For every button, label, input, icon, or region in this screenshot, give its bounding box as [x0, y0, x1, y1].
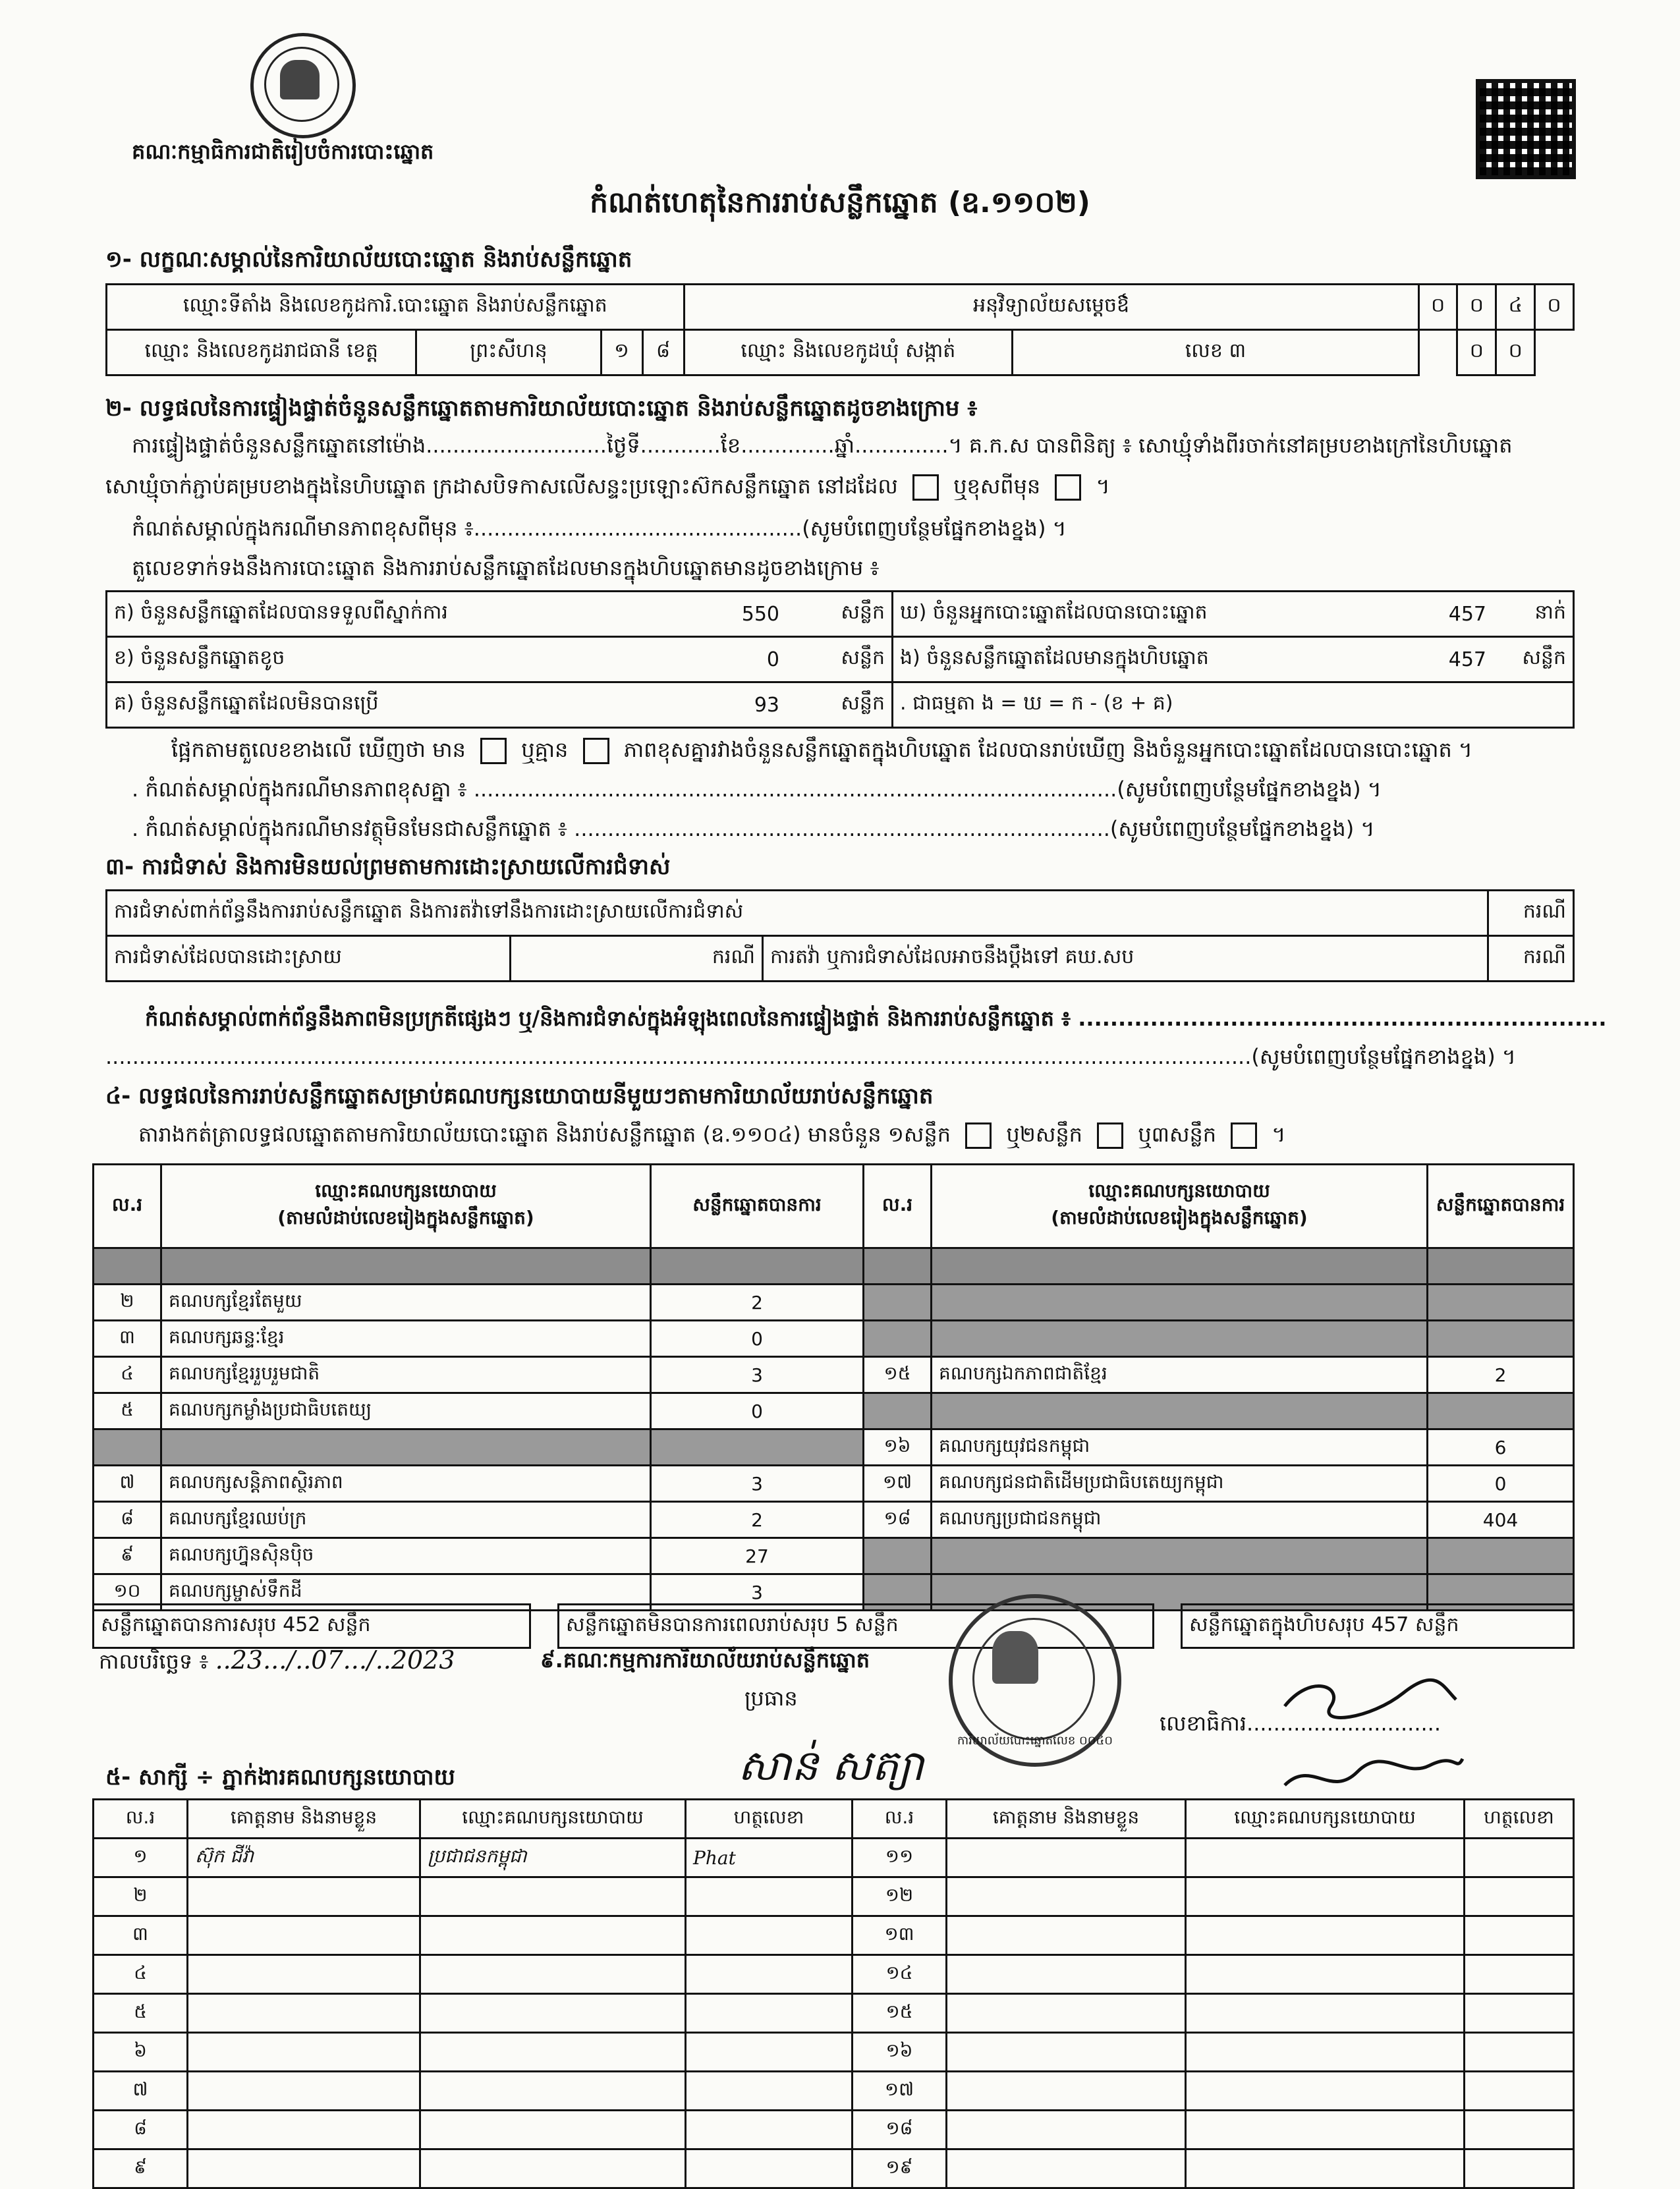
nec-emblem	[250, 33, 356, 138]
agent-row	[94, 1994, 1574, 2033]
agent-party[interactable]	[1186, 1916, 1465, 1955]
agents-col-signature: ហត្ថលេខា	[686, 1800, 853, 1839]
figure-label: ខ) ចំនួនសន្លឹកឆ្នោតខូច	[107, 637, 714, 682]
party-votes: 3	[651, 1357, 864, 1393]
party-votes: 3	[651, 1574, 864, 1611]
agent-name[interactable]	[188, 2111, 420, 2149]
agent-row	[94, 2033, 1574, 2072]
agent-number[interactable]: ១៤	[853, 1955, 947, 1994]
agent-row	[94, 2111, 1574, 2149]
agent-name[interactable]	[947, 1839, 1186, 1877]
agent-party[interactable]	[1186, 1839, 1465, 1877]
section4-heading: ៤- លទ្ធផលនៃការរាប់សន្លឹកឆ្នោតសម្រាប់គណបក្សនយោបាយនីមួយៗតាមការិយាល័យរាប់សន្លឹកឆ្នោត	[105, 1083, 934, 1109]
stamp-text: ការិយាល័យបោះឆ្នោតលេខ ០០៤០	[957, 1734, 1113, 1748]
party-votes: 0	[651, 1321, 864, 1357]
total-ballots-in-box: សន្លឹកឆ្នោតក្នុងហិបសរុប 457 សន្លឹក	[1182, 1605, 1574, 1648]
party-votes: 3	[651, 1466, 864, 1502]
agent-party[interactable]	[1186, 2111, 1465, 2149]
agent-name[interactable]	[947, 1994, 1186, 2033]
agent-name[interactable]	[188, 2072, 420, 2111]
agent-signature[interactable]	[686, 2149, 853, 2188]
agent-signature[interactable]	[1465, 2033, 1574, 2072]
figure-unit: សន្លឹក	[786, 637, 893, 682]
party-votes: 2	[651, 1285, 864, 1321]
party-number: ៤	[94, 1357, 161, 1393]
section2-heading: ២- លទ្ធផលនៃការផ្ទៀងផ្ទាត់ចំនួនសន្លឹកឆ្នោតតាមការិយាល័យបោះឆ្នោត និងរាប់សន្លឹកឆ្នោតដូចខាងក្រោម ៖	[105, 395, 978, 422]
party-name	[932, 1321, 1428, 1357]
agents-col-name: គោត្តនាម និងនាមខ្លួន	[188, 1800, 420, 1839]
party-results-table	[92, 1163, 1575, 1611]
agent-name[interactable]	[947, 1955, 1186, 1994]
agent-signature[interactable]	[686, 1877, 853, 1916]
party-number	[864, 1321, 932, 1357]
agent-number[interactable]: ២	[94, 1877, 188, 1916]
party-votes	[1428, 1248, 1574, 1285]
party-name: គណបក្សហ្វ៊ុនស៊ិនប៉ិច	[161, 1538, 651, 1574]
province-value: ព្រះសីហនុ	[416, 330, 601, 375]
agents-col-signature: ហត្ថលេខា	[1465, 1800, 1574, 1839]
party-result-row	[94, 1321, 1574, 1357]
party-number	[864, 1393, 932, 1429]
col-no-header: ល.រ	[94, 1165, 161, 1248]
party-result-row	[94, 1538, 1574, 1574]
party-name: គណបក្សម្ចាស់ទឹកដី	[161, 1574, 651, 1611]
secretary-signature	[1272, 1660, 1469, 1812]
commune-code-digit: ០	[1457, 330, 1496, 375]
party-result-row	[94, 1502, 1574, 1538]
date-label: កាលបរិច្ឆេទ ៖	[99, 1649, 209, 1674]
province-label: ឈ្មោះ និងលេខកូដរាជធានី ខេត្ត	[107, 330, 416, 375]
resolved-label: ការជំទាស់ដែលបានដោះស្រាយ	[107, 936, 511, 982]
agent-party[interactable]: ប្រជាជនកម្ពុជា	[420, 1839, 686, 1877]
party-votes: 27	[651, 1538, 864, 1574]
irregularity-note-continuation: ...........................................................................................................................................................................(សូមបំពេញបន្ថែមផ្នែកខាងខ្នង) ។	[105, 1044, 1516, 1069]
agent-name[interactable]	[947, 2111, 1186, 2149]
agent-name[interactable]	[188, 1877, 420, 1916]
agent-party[interactable]	[1186, 2149, 1465, 2188]
official-stamp	[949, 1594, 1121, 1767]
province-code-digit: ១	[601, 330, 642, 375]
party-result-row	[94, 1357, 1574, 1393]
discrepancy-no-checkbox[interactable]	[583, 738, 609, 764]
agents-table	[92, 1798, 1575, 2189]
agent-party[interactable]	[420, 1994, 686, 2033]
commune-code-digit: ០	[1496, 330, 1535, 375]
party-number: ១៥	[864, 1357, 932, 1393]
party-name: គណបក្សឆន្ទៈខ្មែរ	[161, 1321, 651, 1357]
discrepancy-no-label: ឬគ្មាន	[521, 737, 569, 762]
party-name: គណបក្សជនជាតិដើមប្រជាធិបតេយ្យកម្ពុជា	[932, 1466, 1428, 1502]
party-number: ៨	[94, 1502, 161, 1538]
party-number	[94, 1248, 161, 1285]
agent-name[interactable]	[188, 2033, 420, 2072]
agent-row	[94, 2149, 1574, 2188]
commune-label: ឈ្មោះ និងលេខកូដឃុំ សង្កាត់	[684, 330, 1013, 375]
agents-col-no: ល.រ	[94, 1800, 188, 1839]
figure-unit: នាក់	[1493, 592, 1574, 637]
party-votes: 0	[1428, 1466, 1574, 1502]
party-votes: 2	[1428, 1357, 1574, 1393]
agent-signature[interactable]	[1465, 1877, 1574, 1916]
resolved-unit: ករណី	[511, 936, 763, 982]
agent-number[interactable]: ១២	[853, 1877, 947, 1916]
discrepancy-line	[171, 736, 1472, 767]
agent-row	[94, 1877, 1574, 1916]
irregularity-note: កំណត់សម្គាល់ពាក់ព័ន្ធនឹងភាពមិនប្រក្រតីផ្សេងៗ ឬ/និងការជំទាស់ក្នុងអំឡុងពេលនៃការផ្ទៀងផ្ទាត់ និងការរាប់សន្លឹកឆ្នោត ៖ ..................................................................	[145, 1006, 1607, 1031]
foreign-object-remark: . កំណត់សម្គាល់ក្នុងករណីមានវត្ថុមិនមែនជាសន្លឹកឆ្នោត ៖ ................................................................................(សូមបំពេញបន្ថែមផ្នែកខាងខ្នង) ។	[132, 816, 1375, 841]
agent-signature[interactable]	[1465, 2149, 1574, 2188]
agent-name[interactable]	[947, 2033, 1186, 2072]
three-sheets-label: ឬ៣សន្លឹក	[1138, 1122, 1217, 1147]
col-party-header: ឈ្មោះគណបក្សនយោបាយ (តាមលំដាប់លេខរៀងក្នុងសន្លឹកឆ្នោត)	[161, 1165, 651, 1248]
agent-name[interactable]	[947, 1916, 1186, 1955]
agent-row	[94, 2072, 1574, 2111]
changed-checkbox[interactable]	[1055, 474, 1081, 501]
figure-value: 457	[1420, 637, 1493, 682]
party-number: ៥	[94, 1393, 161, 1429]
agent-number[interactable]: ១៣	[853, 1916, 947, 1955]
figure-label: ឃ) ចំនួនអ្នកបោះឆ្នោតដែលបានបោះឆ្នោត	[893, 592, 1421, 637]
section2-seal-line	[105, 473, 1110, 504]
period-mark: ។	[1096, 474, 1110, 499]
figure-label: ក) ចំនួនសន្លឹកឆ្នោតដែលបានទទួលពីស្នាក់ការ	[107, 592, 714, 637]
agent-signature[interactable]	[1465, 1916, 1574, 1955]
agent-number[interactable]: ៧	[94, 2072, 188, 2111]
agents-col-name: គោត្តនាម និងនាមខ្លួន	[947, 1800, 1186, 1839]
result-sheets-line	[138, 1121, 1286, 1152]
agent-number[interactable]: ៦	[94, 2033, 188, 2072]
party-name: គណបក្សយុវជនកម្ពុជា	[932, 1429, 1428, 1466]
party-name	[161, 1429, 651, 1466]
agent-name[interactable]	[188, 1955, 420, 1994]
secretary-label: លេខាធិការ.............................	[1160, 1711, 1442, 1736]
seal-text: សោឃ្មុំចាក់ភ្ជាប់គម្របខាងក្នុងនៃហិបឆ្នោត ក្រដាសបិទកាសលើសន្ទះប្រឡោះស៊កសន្លឹកឆ្នោត នៅដដែល	[105, 474, 898, 499]
agent-number[interactable]: ៩	[94, 2149, 188, 2188]
col-votes-header: សន្លឹកឆ្នោតបានការ	[1428, 1165, 1574, 1248]
party-number: ៩	[94, 1538, 161, 1574]
agents-col-no: ល.រ	[853, 1800, 947, 1839]
section5-heading: ៥- សាក្សី ÷ ភ្នាក់ងារគណបក្សនយោបាយ	[105, 1764, 455, 1790]
agent-signature[interactable]: Phat	[686, 1839, 853, 1877]
objections-table	[105, 889, 1575, 982]
location-code-digit: ០	[1535, 285, 1574, 330]
party-votes	[1428, 1321, 1574, 1357]
location-name-label: ឈ្មោះទីតាំង និងលេខកូដការិ.បោះឆ្នោត និងរាប់សន្លឹកឆ្នោត	[107, 285, 685, 330]
agent-number[interactable]: ១១	[853, 1839, 947, 1877]
section3-heading: ៣- ការជំទាស់ និងការមិនយល់ព្រមតាមការដោះស្រាយលើការជំទាស់	[105, 854, 671, 880]
agent-signature[interactable]	[686, 2111, 853, 2149]
objection-total-label: ការជំទាស់ពាក់ព័ន្ធនឹងការរាប់សន្លឹកឆ្នោត និងការតវ៉ាទៅនឹងការដោះស្រាយលើការជំទាស់	[107, 891, 1488, 936]
appeal-label: ការតវ៉ា ឬការជំទាស់ដែលអាចនឹងប្តឹងទៅ គឃ.សប	[763, 936, 1488, 982]
province-code-digit: ៨	[642, 330, 684, 375]
party-result-row	[94, 1285, 1574, 1321]
col-votes-header: សន្លឹកឆ្នោតបានការ	[651, 1165, 864, 1248]
agent-party[interactable]	[1186, 2072, 1465, 2111]
location-name-value: អនុវិទ្យាល័យសម្តេចឳ	[684, 285, 1418, 330]
party-votes	[1428, 1393, 1574, 1429]
party-result-row	[94, 1429, 1574, 1466]
qr-code	[1476, 79, 1576, 179]
agent-name[interactable]: ស៊ុក ជីវ៉ា	[188, 1839, 420, 1877]
party-result-row	[94, 1466, 1574, 1502]
figure-value: 457	[1420, 592, 1493, 637]
agent-number[interactable]: ១៧	[853, 2072, 947, 2111]
agent-party[interactable]	[420, 1916, 686, 1955]
agent-number[interactable]: ១៨	[853, 2111, 947, 2149]
party-number: ១៦	[864, 1429, 932, 1466]
party-name	[932, 1538, 1428, 1574]
agents-col-party: ឈ្មោះគណបក្សនយោបាយ	[1186, 1800, 1465, 1839]
col-party-header: ឈ្មោះគណបក្សនយោបាយ (តាមលំដាប់លេខរៀងក្នុងសន្លឹកឆ្នោត)	[932, 1165, 1428, 1248]
agent-number[interactable]: ១៩	[853, 2149, 947, 2188]
agent-signature[interactable]	[686, 1916, 853, 1955]
agent-number[interactable]: ៥	[94, 1994, 188, 2033]
agent-signature[interactable]	[1465, 2111, 1574, 2149]
party-number: ៧	[94, 1466, 161, 1502]
party-name: គណបក្សឯកភាពជាតិខ្មែរ	[932, 1357, 1428, 1393]
party-result-row	[94, 1248, 1574, 1285]
party-number: ១៨	[864, 1502, 932, 1538]
date-value: ..23.../..07.../..2023	[215, 1646, 455, 1675]
agent-party[interactable]	[1186, 1877, 1465, 1916]
result-sheets-text: តារាងកត់ត្រាលទ្ធផលឆ្នោតតាមការិយាល័យបោះឆ្នោត និងរាប់សន្លឹកឆ្នោត (ឧ.១១០៤) មានចំនួន ១សន្លឹក	[138, 1122, 951, 1147]
location-code-digit: ០	[1418, 285, 1457, 330]
party-number: ១៧	[864, 1466, 932, 1502]
party-name: គណបក្សសន្តិភាពស្ថិរភាព	[161, 1466, 651, 1502]
party-name: គណបក្សខ្មែរឈប់ក្រ	[161, 1502, 651, 1538]
agent-row	[94, 1916, 1574, 1955]
party-name: គណបក្សខ្មែរតែមួយ	[161, 1285, 651, 1321]
party-name	[932, 1393, 1428, 1429]
agent-signature[interactable]	[1465, 1994, 1574, 2033]
agent-signature[interactable]	[1465, 2072, 1574, 2111]
two-sheets-checkbox[interactable]	[1097, 1122, 1123, 1149]
party-votes	[1428, 1285, 1574, 1321]
agent-name[interactable]	[188, 2149, 420, 2188]
commune-value: លេខ ៣	[1013, 330, 1418, 375]
agent-party[interactable]	[420, 1955, 686, 1994]
party-name	[932, 1248, 1428, 1285]
party-number	[864, 1538, 932, 1574]
agent-row	[94, 1839, 1574, 1877]
party-name	[161, 1248, 651, 1285]
party-votes	[651, 1429, 864, 1466]
ballot-figures-table	[105, 590, 1575, 729]
party-name: គណបក្សកម្លាំងប្រជាធិបតេយ្យ	[161, 1393, 651, 1429]
agent-signature[interactable]	[1465, 1839, 1574, 1877]
location-table	[105, 283, 1575, 376]
party-votes: 2	[651, 1502, 864, 1538]
president-name-handwritten: សាន់ សត្យា	[738, 1742, 924, 1790]
agent-number[interactable]: ១៥	[853, 1994, 947, 2033]
discrepancy-text: ភាពខុសគ្នារវាងចំនួនសន្លឹកឆ្នោតក្នុងហិបឆ្នោត ដែលបានរាប់ឃើញ និងចំនួនអ្នកបោះឆ្នោតដែលបានបោះឆ្នោត ។	[623, 737, 1473, 762]
location-code-digit: ៤	[1496, 285, 1535, 330]
col-no-header: ល.រ	[864, 1165, 932, 1248]
vote-totals	[92, 1603, 1575, 1649]
agent-name[interactable]	[947, 2149, 1186, 2188]
figure-value: 0	[714, 637, 786, 682]
agent-signature[interactable]	[686, 1994, 853, 2033]
section2-remark-line: កំណត់សម្គាល់ក្នុងករណីមានភាពខុសពីមុន ៖.................................................(សូមបំពេញបន្ថែមផ្នែកខាងខ្នង) ។	[132, 516, 1067, 541]
three-sheets-checkbox[interactable]	[1231, 1122, 1257, 1149]
agent-row	[94, 1955, 1574, 1994]
party-name: គណបក្សខ្មែររួបរួមជាតិ	[161, 1357, 651, 1393]
agent-party[interactable]	[420, 1877, 686, 1916]
unchanged-checkbox[interactable]	[912, 474, 939, 501]
party-number: ៣	[94, 1321, 161, 1357]
party-number	[864, 1285, 932, 1321]
agent-party[interactable]	[420, 2033, 686, 2072]
section1-heading: ១- លក្ខណៈសម្គាល់នៃការិយាល័យបោះឆ្នោត និងរាប់សន្លឹកឆ្នោត	[105, 246, 632, 273]
agent-party[interactable]	[420, 2111, 686, 2149]
party-number	[94, 1429, 161, 1466]
figure-unit: សន្លឹក	[786, 682, 893, 728]
agent-signature[interactable]	[686, 2033, 853, 2072]
form-title: កំណត់ហេតុនៃការរាប់សន្លឹកឆ្នោត (ឧ.១១០២)	[590, 186, 1090, 219]
figure-label: គ) ចំនួនសន្លឹកឆ្នោតដែលមិនបានប្រើ	[107, 682, 714, 728]
date-line	[99, 1646, 455, 1679]
party-votes: 0	[651, 1393, 864, 1429]
appeal-unit: ករណី	[1488, 936, 1574, 982]
objection-total-unit: ករណី	[1488, 891, 1574, 936]
agent-signature[interactable]	[686, 1955, 853, 1994]
agent-name[interactable]	[947, 1877, 1186, 1916]
party-votes	[651, 1248, 864, 1285]
party-number: ១០	[94, 1574, 161, 1611]
figure-unit: សន្លឹក	[1493, 637, 1574, 682]
two-sheets-label: ឬ២សន្លឹក	[1006, 1122, 1082, 1147]
figure-formula: . ជាធម្មតា ង = ឃ = ក - (ខ + គ)	[893, 682, 1574, 728]
agent-number[interactable]: ១៦	[853, 2033, 947, 2072]
agent-party[interactable]	[1186, 2033, 1465, 2072]
party-number	[864, 1248, 932, 1285]
agent-name[interactable]	[188, 1916, 420, 1955]
agents-col-party: ឈ្មោះគណបក្សនយោបាយ	[420, 1800, 686, 1839]
discrepancy-yes-checkbox[interactable]	[480, 738, 507, 764]
total-invalid-ballots: សន្លឹកឆ្នោតមិនបានការពេលរាប់សរុប 5 សន្លឹក	[559, 1605, 1154, 1648]
president-label: ប្រធាន	[744, 1686, 798, 1711]
party-votes: 404	[1428, 1502, 1574, 1538]
party-name: គណបក្សប្រជាជនកម្ពុជា	[932, 1502, 1428, 1538]
total-valid-ballots: សន្លឹកឆ្នោតបានការសរុប 452 សន្លឹក	[94, 1605, 530, 1648]
party-result-row	[94, 1393, 1574, 1429]
figure-value: 93	[714, 682, 786, 728]
changed-label: ឬខុសពីមុន	[953, 474, 1041, 499]
agent-signature[interactable]	[1465, 1955, 1574, 1994]
period-mark: ។	[1272, 1122, 1286, 1147]
one-sheet-checkbox[interactable]	[965, 1122, 992, 1149]
figure-label: ង) ចំនួនសន្លឹកឆ្នោតដែលមានក្នុងហិបឆ្នោត	[893, 637, 1421, 682]
agent-party[interactable]	[1186, 1955, 1465, 1994]
party-votes	[1428, 1538, 1574, 1574]
agent-name[interactable]	[188, 1994, 420, 2033]
agent-party[interactable]	[420, 2072, 686, 2111]
committee-label: ៩.គណៈកម្មការការិយាល័យរាប់សន្លឹកឆ្នោត	[540, 1648, 870, 1673]
party-number: ២	[94, 1285, 161, 1321]
agent-number[interactable]: ៤	[94, 1955, 188, 1994]
agent-signature[interactable]	[686, 2072, 853, 2111]
section2-inspection-text: ការផ្ទៀងផ្ទាត់ចំនួនសន្លឹកឆ្នោតនៅម៉ោង...........................ថ្ងៃទី............ខែ..............ឆ្នាំ..............។ គ.ក.ស បានពិនិត្យ ៖ សោឃ្មុំទាំងពីរចាក់នៅគម្របខាងក្រៅនៃហិបឆ្នោត	[132, 433, 1513, 458]
agent-number[interactable]: ១	[94, 1839, 188, 1877]
section2-figures-intro: តួលេខទាក់ទងនឹងការបោះឆ្នោត និងការរាប់សន្លឹកឆ្នោតដែលមានក្នុងហិបឆ្នោតមានដូចខាងក្រោម ៖	[132, 555, 880, 580]
discrepancy-remark: . កំណត់សម្គាល់ក្នុងករណីមានភាពខុសគ្នា ៖ ................................................................................................(សូមបំពេញបន្ថែមផ្នែកខាងខ្នង) ។	[132, 777, 1382, 802]
discrepancy-intro: ផ្អែកតាមតួលេខខាងលើ ឃើញថា មាន	[171, 737, 466, 762]
location-code-digit: ០	[1457, 285, 1496, 330]
agent-party[interactable]	[1186, 1994, 1465, 2033]
organization-name: គណៈកម្មាធិការជាតិរៀបចំការបោះឆ្នោត	[132, 139, 434, 164]
party-name	[932, 1285, 1428, 1321]
agent-number[interactable]: ៨	[94, 2111, 188, 2149]
party-votes: 6	[1428, 1429, 1574, 1466]
agent-party[interactable]	[420, 2149, 686, 2188]
agent-number[interactable]: ៣	[94, 1916, 188, 1955]
agent-name[interactable]	[947, 2072, 1186, 2111]
figure-value: 550	[714, 592, 786, 637]
figure-unit: សន្លឹក	[786, 592, 893, 637]
